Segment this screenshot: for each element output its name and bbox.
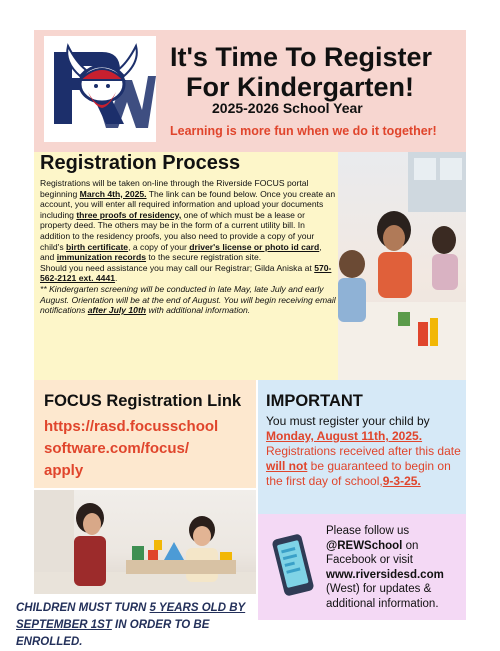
text-run: with additional information. (146, 305, 251, 316)
focus-link-line-3[interactable]: apply (44, 462, 84, 479)
age-requirement: 5 YEARS OLD BY SEPTEMBER 1ST (16, 602, 246, 631)
school-logo (44, 36, 156, 142)
smartphone-icon (268, 534, 316, 598)
text-run: CHILDREN MUST TURN (16, 602, 150, 614)
page-title-line-2: For Kindergarten! (186, 72, 415, 102)
registrar-phone[interactable]: 570-562-2121 ext. 4441 (40, 262, 332, 284)
important-heading: IMPORTANT (266, 392, 363, 410)
website-link[interactable]: www.riversidesd.com (326, 568, 444, 581)
text-run: (West) for updates & additional information. (326, 583, 439, 610)
text-run: IN ORDER TO BE ENROLLED. (16, 619, 210, 648)
birth-certificate: birth certificate (66, 241, 129, 252)
text-run: You must register your child by (266, 414, 430, 428)
focus-link-line-2[interactable]: software.com/focus/ (44, 440, 190, 457)
text-run: Registrations will be taken on-line through the Riverside FOCUS portal beginning (40, 178, 309, 199)
text-run: one of which must be a lease or property deed. The others may be in the form of a current utility bill. In addition to the residency proofs, you also need to provide a copy of your child's (40, 209, 315, 252)
viking-mascot-icon (44, 36, 156, 142)
deadline-date: Monday, August 11th, 2025. (266, 429, 423, 443)
text-run: The link can be found below. Once you create an account, you will enter all required information and upload your documents including (40, 188, 336, 220)
text-run: be guaranteed to begin on the first day of school, (266, 459, 451, 488)
notification-date: after July 10th (87, 305, 147, 316)
residency-proofs: three proofs of residency, (76, 209, 182, 220)
drivers-license: driver's license or photo id card (189, 241, 320, 252)
page-title-line-1: It's Time To Register (170, 42, 432, 72)
start-date: March 4th, 2025. (79, 188, 147, 199)
tagline: Learning is more fun when we do it together! (170, 124, 437, 138)
text-run: ** Kindergarten screening will be conducted in late May, late July and early August. Orientation will be at the end of August. You will begin receiving email notifications (40, 283, 336, 316)
children-playing-photo (34, 490, 256, 594)
important-text (266, 414, 462, 489)
text-run: Please follow us (326, 525, 410, 537)
text-run: , a copy of your (128, 241, 190, 252)
text-run: Should you need assistance you may call our Registrar; Gilda Aniska at (40, 262, 315, 273)
registration-paragraph-1 (40, 178, 336, 263)
registration-heading: Registration Process (40, 152, 241, 174)
text-run: , and (40, 241, 322, 263)
classroom-photo (338, 152, 466, 380)
first-day-date: 9-3-25. (382, 474, 421, 488)
registration-text (40, 178, 336, 316)
immunization-records: immunization records (56, 252, 147, 263)
focus-link-line-1[interactable]: https://rasd.focusschool (44, 418, 219, 435)
text-run: on Facebook or visit (326, 539, 419, 566)
age-requirement-notice (16, 600, 256, 651)
registration-paragraph-2 (40, 263, 336, 284)
school-year: 2025-2026 School Year (212, 100, 363, 116)
text-run: to the secure registration site. (146, 252, 262, 263)
registration-paragraph-3 (40, 284, 336, 316)
focus-heading: FOCUS Registration Link (44, 392, 242, 410)
focus-registration-link[interactable] (44, 416, 254, 482)
will-not-emphasis: will not (266, 459, 308, 473)
text-run: . (115, 273, 118, 284)
social-text (326, 524, 462, 611)
text-run: Registrations received after this date (266, 444, 461, 458)
facebook-handle[interactable]: @REWSchool (326, 539, 403, 552)
